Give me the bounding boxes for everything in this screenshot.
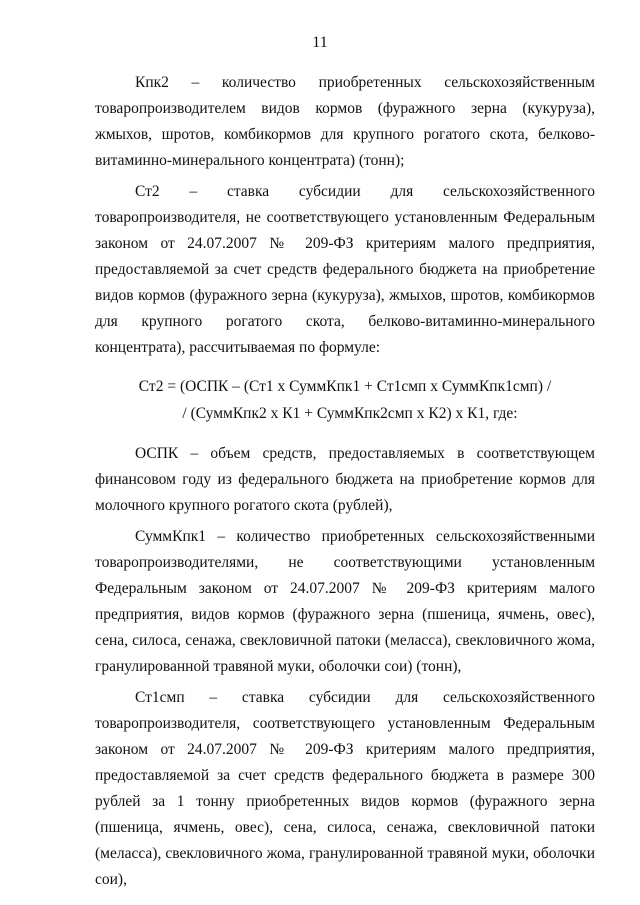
formula-line-1: Ст2 = (ОСПК – (Ст1 х СуммКпк1 + Ст1смп х СуммКпк1смп) / — [138, 378, 552, 395]
formula-st2 — [95, 373, 595, 427]
document-body — [95, 70, 595, 898]
paragraph-st1smp: Ст1смп – ставка субсидии для сельскохозяйственного товаропроизводителя, соответствующего установленным Федеральным законом от 24.07.2007 № 209-ФЗ критериям малого предприятия, предоставляемой за счет средств федерального бюджета в размере 300 рублей за 1 тонну приобретенных видов кормов (фуражного зерна (пшеница, ячмень, овес), сена, силоса, сенажа, свекловичной патоки (меласса), свекловичного жома, гранулированной травяной муки, оболочки сои), — [95, 689, 595, 888]
formula-line-2: / (СуммКпк2 х К1 + СуммКпк2смп х К2) х К1, где: — [182, 405, 518, 422]
page-number: 11 — [312, 34, 328, 51]
paragraph-ospk: ОСПК – объем средств, предоставляемых в соответствующем финансовом году из федерального бюджета на приобретение кормов для молочного крупного рогатого скота (рублей), — [95, 445, 595, 514]
paragraph-st2: Ст2 – ставка субсидии для сельскохозяйственного товаропроизводителя, не соответствующего установленным Федеральным законом от 24.07.2007 № 209-ФЗ критериям малого предприятия, предоставляемой за счет средств федерального бюджета на приобретение видов кормов (фуражного зерна (кукуруза), жмыхов, шротов, комбикормов для крупного рогатого скота, белково-витаминно-минерального концентрата), рассчитываемая по формуле: — [95, 183, 595, 356]
paragraph-summkpk1: СуммКпк1 – количество приобретенных сельскохозяйственными товаропроизводителями, не соответствующими установленным Федеральным законом от 24.07.2007 № 209-ФЗ критериям малого предприятия, видов кормов (фуражного зерна (пшеница, ячмень, овес), сена, силоса, сенажа, свекловичной патоки (меласса), свекловичного жома, гранулированной травяной муки, оболочки сои) (тонн), — [95, 528, 595, 675]
paragraph-kpk2: Кпк2 – количество приобретенных сельскохозяйственным товаропроизводителем видов кормов (фуражного зерна (кукуруза), жмыхов, шротов, комбикормов для крупного рогатого скота, белково-витаминно-минерального концентрата) (тонн); — [95, 74, 595, 169]
